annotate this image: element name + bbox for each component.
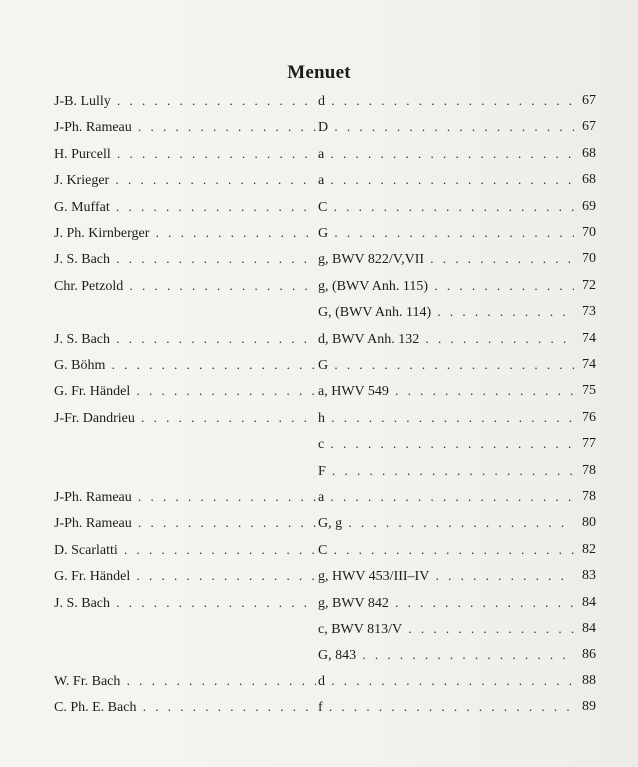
list-item: [0, 326, 638, 352]
list-item: [0, 510, 638, 536]
page-number: 74: [582, 357, 596, 372]
list-item: [0, 273, 638, 299]
composer-name: C. Ph. E. Bach . . .: [54, 694, 316, 721]
key-info: G, 843 . . .: [318, 642, 574, 669]
key-info: G . . .: [318, 220, 574, 247]
list-item: [0, 431, 638, 457]
page-number: 67: [582, 93, 596, 108]
composer-name: G. Fr. Händel . . .: [54, 563, 316, 590]
page-number: 73: [582, 304, 596, 319]
list-item: [0, 616, 638, 642]
composer-name: J. S. Bach . . .: [54, 246, 316, 273]
page-number: 83: [582, 568, 596, 583]
list-item: [0, 563, 638, 589]
page-number: 76: [582, 410, 596, 425]
list-item: [0, 484, 638, 510]
key-info: G, (BWV Anh. 114) . . .: [318, 299, 574, 326]
composer-name: D. Scarlatti . . .: [54, 537, 316, 564]
list-item: [0, 642, 638, 668]
page-number: 74: [582, 331, 596, 346]
key-info: D . . .: [318, 114, 574, 141]
page-number: 70: [582, 251, 596, 266]
key-info: c . . .: [318, 431, 574, 458]
page-number: 68: [582, 172, 596, 187]
list-item: [0, 668, 638, 694]
key-info: G, g . . .: [318, 510, 574, 537]
list-item: [0, 194, 638, 220]
list-item: [0, 299, 638, 325]
key-info: a, HWV 549 . . .: [318, 378, 574, 405]
key-info: g, (BWV Anh. 115) . . .: [318, 273, 574, 300]
page-number: 77: [582, 436, 596, 451]
composer-name: J. Ph. Kirnberger . . .: [54, 220, 316, 247]
list-item: [0, 590, 638, 616]
key-info: g, BWV 842 . . .: [318, 590, 574, 617]
key-info: a . . .: [318, 141, 574, 168]
composer-name: J-Fr. Dandrieu . . .: [54, 405, 316, 432]
key-info: C . . .: [318, 194, 574, 221]
list-item: [0, 405, 638, 431]
composer-name: J-Ph. Rameau . . .: [54, 484, 316, 511]
key-info: d, BWV Anh. 132 . . .: [318, 326, 574, 353]
list-item: [0, 167, 638, 193]
list-item: [0, 114, 638, 140]
page-number: 72: [582, 278, 596, 293]
page-number: 80: [582, 515, 596, 530]
page-number: 75: [582, 383, 596, 398]
composer-name: J-B. Lully . . .: [54, 88, 316, 115]
section-title: Menuet: [287, 62, 351, 83]
list-item: [0, 352, 638, 378]
page-number: 86: [582, 647, 596, 662]
key-info: F . . .: [318, 458, 574, 485]
list-item: [0, 246, 638, 272]
page-number: 89: [582, 699, 596, 714]
page-number: 70: [582, 225, 596, 240]
key-info: a . . .: [318, 167, 574, 194]
page-number: 78: [582, 489, 596, 504]
page-number: 84: [582, 621, 596, 636]
list-item: [0, 141, 638, 167]
page-number: 68: [582, 146, 596, 161]
composer-name: H. Purcell . . .: [54, 141, 316, 168]
composer-name: W. Fr. Bach . . .: [54, 668, 316, 695]
key-info: f . . .: [318, 694, 574, 721]
composer-name: G. Fr. Händel . . .: [54, 378, 316, 405]
page-number: 88: [582, 673, 596, 688]
key-info: d . . .: [318, 668, 574, 695]
composer-name: J-Ph. Rameau . . .: [54, 114, 316, 141]
key-info: C . . .: [318, 537, 574, 564]
page-number: 84: [582, 595, 596, 610]
key-info: G . . .: [318, 352, 574, 379]
key-info: g, HWV 453/III–IV . . .: [318, 563, 574, 590]
key-info: g, BWV 822/V,VII . . .: [318, 246, 574, 273]
page-number: 82: [582, 542, 596, 557]
key-info: c, BWV 813/V . . .: [318, 616, 574, 643]
list-item: [0, 694, 638, 720]
list-item: [0, 88, 638, 114]
list-item: [0, 458, 638, 484]
composer-name: G. Muffat . . .: [54, 194, 316, 221]
composer-name: J. S. Bach . . .: [54, 326, 316, 353]
composer-name: J. Krieger . . .: [54, 167, 316, 194]
page-number: 67: [582, 119, 596, 134]
page-number: 78: [582, 463, 596, 478]
key-info: a . . .: [318, 484, 574, 511]
key-info: d . . .: [318, 88, 574, 115]
composer-name: G. Böhm . . .: [54, 352, 316, 379]
composer-name: J. S. Bach . . .: [54, 590, 316, 617]
list-item: [0, 537, 638, 563]
composer-name: J-Ph. Rameau . . .: [54, 510, 316, 537]
list-item: [0, 220, 638, 246]
page-number: 69: [582, 199, 596, 214]
composer-name: Chr. Petzold . . .: [54, 273, 316, 300]
list-item: [0, 378, 638, 404]
key-info: h . . .: [318, 405, 574, 432]
